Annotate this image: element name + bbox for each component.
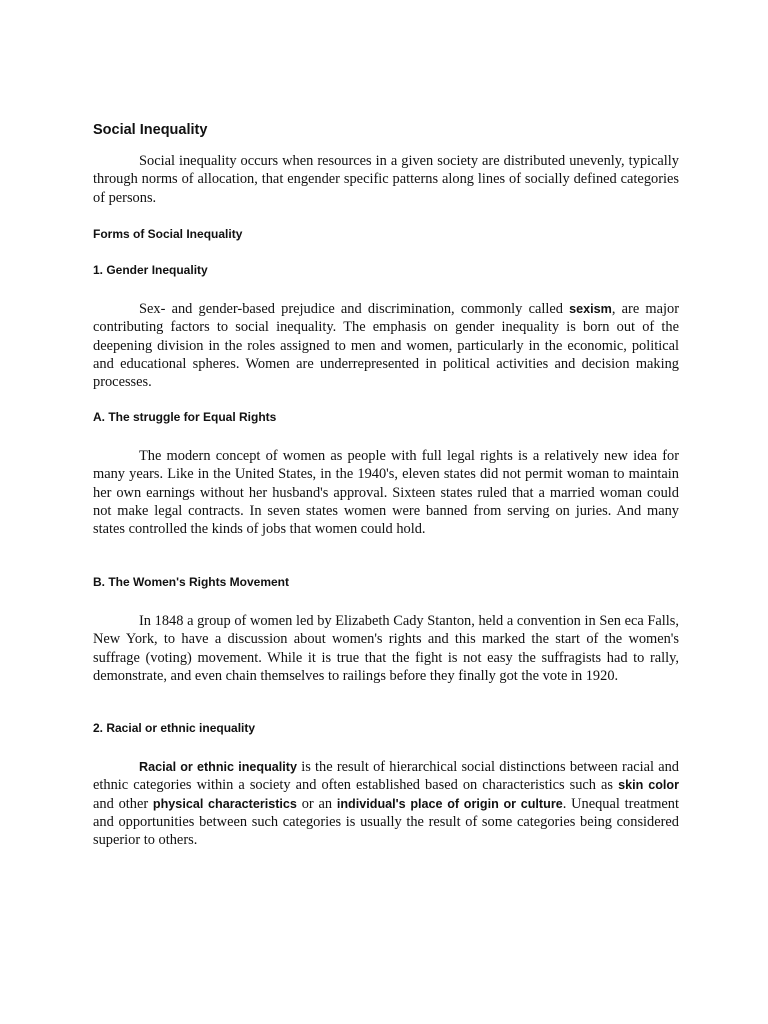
gender-text-2: , are major contributing factors to social inequality. The emphasis on gender inequality is born out of the deepening division in the roles assigned to men and women, particularly in the economic, political and educational spheres. Women are underrepresented in political activities and decision making processes. [93,301,679,391]
womens-movement-heading: B. The Women's Rights Movement [93,575,289,589]
racial-text-3: or an [296,795,337,812]
equal-rights-paragraph: The modern concept of women as people with full legal rights is a relatively new idea for many years. Like in the United States, in the 1940's, eleven states did not permit woman to maintain her own earnings without her husband's approval. Sixteen states ruled that a married woman could not make legal contracts. In seven states women were banned from serving on juries. And many states controlled the kinds of jobs that women could hold. [93,448,679,538]
racial-keyword: Racial or ethnic inequality [139,760,297,774]
intro-paragraph: Social inequality occurs when resources in a given society are distributed unevenly, typically through norms of allocation, that engender specific patterns along lines of socially defined categories of persons. [93,153,679,206]
gender-inequality-paragraph [93,300,679,391]
racial-text-4: . Unequal treatment and opportunities between such categories is usually the result of some categories being considered superior to others. [93,795,679,849]
womens-movement-paragraph: In 1848 a group of women led by Elizabeth Cady Stanton, held a convention in Sen eca Falls, New York, to have a discussion about women's rights and this marked the start of the women's suffrage (voting) movement. While it is true that the fight is not easy the suffragists had to rally, demonstrate, and even chain themselves to railings before they finally got the vote in 1920. [93,613,679,684]
racial-text-1: is the result of hierarchical social distinctions between racial and ethnic categories within a society and often established based on characteristics such as [93,759,679,794]
gender-inequality-heading: 1. Gender Inequality [93,263,208,277]
racial-inequality-paragraph [93,758,679,849]
racial-inequality-heading: 2. Racial or ethnic inequality [93,721,256,735]
racial-text-2: and other [93,795,153,812]
gender-text-1: Sex- and gender-based prejudice and discrimination, commonly called [139,301,570,317]
origin-culture-keyword: individual's place of origin or culture [336,796,563,811]
sexism-keyword: sexism [569,302,612,316]
equal-rights-heading: A. The struggle for Equal Rights [93,410,277,424]
physical-characteristics-keyword: physical characteristics [152,796,297,811]
skin-color-keyword: skin color [618,778,679,793]
forms-heading: Forms of Social Inequality [93,227,243,241]
page-title: Social Inequality [93,122,208,138]
